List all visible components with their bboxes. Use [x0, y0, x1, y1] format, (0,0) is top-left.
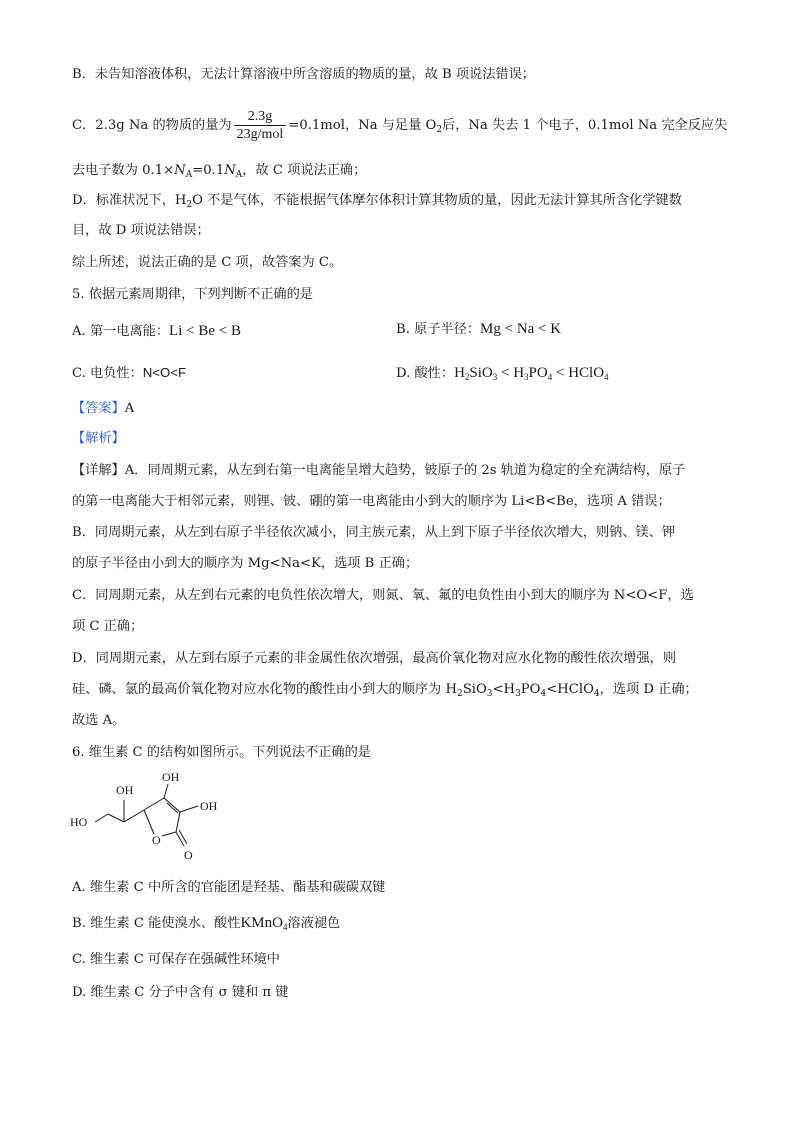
molecule-bonds	[95, 784, 198, 846]
detail-p3b: 项 C 正确；	[72, 619, 144, 634]
detail-p2a: B．同周期元素，从左到右原子半径依次减小，同主族元素，从上到下原子半径依次增大，则钠、镁、钾	[72, 525, 676, 540]
q6-option-a: A. 维生素 C 中所含的官能团是羟基、酯基和碳碳双键	[72, 880, 386, 895]
vitamin-c-structure-diagram	[68, 770, 228, 870]
q6-option-c: C. 维生素 C 可保存在强碱性环境中	[72, 952, 280, 967]
bond-ch2-ch	[108, 814, 124, 822]
mol-label-o-keto: O	[184, 848, 193, 862]
q5-option-d: D. 酸性：$H_2SiO_3 < H_3PO_4$ < HClO$_4$	[396, 365, 609, 382]
solution-line-d: D．标准状况下，$H_2O$ 不是气体，不能根据气体摩尔体积计算其物质的量，因此无法计算其所含化学键数	[72, 193, 682, 210]
fraction: $\frac{2.3g}{\text{23g/mol}}$	[234, 109, 287, 143]
q5-option-b: B. 原子半径：Mg < Na < K	[396, 321, 562, 337]
mol-label-ho: HO	[70, 815, 88, 829]
bond-ring-c3-c2	[164, 798, 180, 812]
question-6-stem: 6. 维生素 C 的结构如图所示。下列说法不正确的是	[72, 745, 371, 760]
bond-ring-c2-c1	[176, 812, 180, 832]
bond-ring-c3-c2-double	[167, 803, 178, 813]
mol-label-oh-c2: OH	[200, 799, 218, 813]
bond-c3-oh	[164, 784, 168, 798]
analysis-heading: 【解析】	[72, 431, 125, 446]
detail-p2b: 的原子半径由小到大的顺序为 Mg<Na<K，选项 B 正确；	[72, 556, 419, 571]
solution-line-c-cont: 去电子数为 $0.1\times N_A=0.1N_A$，故 C 项说法正确；	[72, 163, 367, 180]
solution-line-b: B．未告知溶液体积，无法计算溶液中所含溶质的物质的量，故 B 项说法错误；	[72, 67, 535, 82]
answer-line: 【答案】A	[72, 401, 135, 416]
bond-ring-c4-c3	[144, 798, 164, 810]
mol-label-oh-top: OH	[116, 783, 134, 797]
bond-c1-keto	[176, 832, 184, 846]
bond-ring-o-c4	[144, 810, 154, 834]
detail-p3a: C．同周期元素，从左到右元素的电负性依次增大，则氮、氧、氟的电负性由小到大的顺序为 N<O<F，选	[72, 588, 694, 603]
bond-ch-ring	[124, 810, 144, 822]
detail-p4a: D．同周期元素，从左到右原子元素的非金属性依次增强，最高价氧化物对应水化物的酸性依次增强，则	[72, 651, 677, 666]
mol-label-o-ring: O	[152, 833, 161, 847]
bond-c2-oh	[180, 806, 198, 812]
detail-p1a: 【详解】A．同周期元素，从左到右第一电离能呈增大趋势，铍原子的 2s 轨道为稳定的全充满结构，原子	[72, 463, 686, 478]
mol-label-oh-c3: OH	[162, 770, 180, 784]
solution-line-d-cont: 目，故 D 项说法错误；	[72, 223, 210, 238]
bond-ch2-oh	[95, 814, 108, 822]
q6-option-b: B. 维生素 C 能使溴水、酸性KMnO$_4$溶液褪色	[72, 915, 341, 932]
q5-option-c: C. 电负性：N<O<F	[72, 365, 187, 381]
q6-option-d: D. 维生素 C 分子中含有 σ 键和 π 键	[72, 985, 289, 1000]
q5-option-a: A. 第一电离能：Li < Be < B	[72, 323, 241, 339]
solution-line-c: C．2.3g Na 的物质的量为 $\frac{2.3g}{\text{23g/mol}}$ =0.1mol，Na 与足量 $O_2$后，Na 失去 1 个电子，0.1mol Na 完全反应失	[72, 108, 728, 142]
detail-p5: 故选 A。	[72, 713, 126, 728]
solution-summary: 综上所述，说法正确的是 C 项，故答案为 C。	[72, 255, 343, 270]
detail-p1b: 的第一电离能大于相邻元素，则锂、铍、硼的第一电离能由小到大的顺序为 Li<B<Be，选项 A 错误；	[72, 494, 671, 509]
question-5-stem: 5. 依据元素周期律，下列判断不正确的是	[72, 287, 313, 302]
bond-ring-c1-o	[162, 832, 176, 836]
detail-p4b: 硅、磷、氯的最高价氧化物对应水化物的酸性由小到大的顺序为 $H_2SiO_3<H_3PO_4<HClO_4$，选项 D 正确；	[72, 682, 698, 699]
bond-c1-keto-double	[179, 830, 187, 844]
